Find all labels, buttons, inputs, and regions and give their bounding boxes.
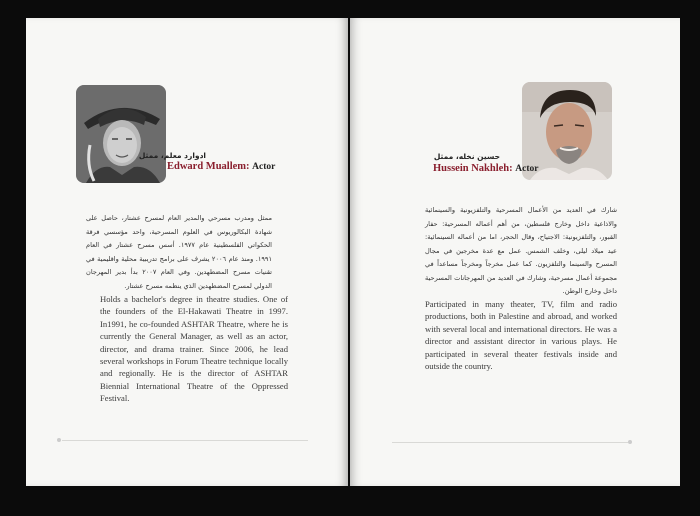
role-en-hussein: Actor [515,164,539,174]
english-bio-hussein: Participated in many theater, TV, film and radio productions, both in Palestine and abroad, and worked with several local and international directors. He was a director and assistant director in various plays. He participated in several theater festivals inside and outside the country. [425,299,617,372]
person-portrait-icon [76,85,166,183]
arabic-bio-hussein: شارك في العديد من الأعمال المسرحية والتلفزيونية والسينمائية والاذاعية داخل وخارج فلسطين، من أهم أعماله المسرحية: حفار القبور، والتلفزيونية: الاجتياح، وقال الحجر، اما من أعماله السينمائية: عيد ميلاد ليلى، وخلف الشمس. عمل مع عدة مخرجين في مجال المسرح والسينما والتلفزيون. كما عمل مخرجاً ومخرجاً مساعداً في مجموعة أعمال مسرحية، وشارك في العديد من المهرجانات المسرحية داخل وخارج الوطن. [425,206,617,295]
name-en-edward: Edward Muallem: [167,161,250,172]
portrait-photo-edward [76,85,166,183]
arabic-name-edward: ادوارد معلم، ممثل [138,151,206,160]
left-page [26,18,348,486]
name-hussein [433,163,539,174]
name-en-hussein: Hussein Nakhleh: [433,163,513,174]
arabic-bio-edward: ممثل ومدرب مسرحي والمدير العام لمسرح عشتار، حاصل على شهادة البكالوريوس في العلوم المسرحية، واحد مؤسسي فرقة الحكواتي الفلسطينية عام ١٩٧٧. أسس مسرح عشتار في العام ١٩٩١. ومنذ عام ٢٠٠٦ يشرف على برامج تدريبية محلية واقليمية في تقنيات مسرح المضطهدين. وفي العام ٢٠٠٧ بدأ بدير المهرجان الدولي لمسرح المضطهدين الذي ينظمه مسرح عشتار. [86,214,272,290]
footer-rule-right [392,442,628,443]
arabic-name-hussein: حسين نخله، ممثل [433,152,500,161]
page-marker-right [628,440,632,444]
page-marker-left [57,438,61,442]
english-bio-edward: Holds a bachelor's degree in theatre studies. One of the founders of the El-Hakawati Theatre in 1997. In1991, he co-founded ASHTAR Theatre, where he is currently the General Manager, as well as an actor, director, and drama trainer. Since 2006, he lead several workshops in Forum Theatre technique locally and regionally. He is the director of ASHTAR Biennial International Theatre of the Oppressed Festival. [100,294,288,404]
right-page [350,18,680,486]
footer-rule-left [62,440,308,441]
name-edward [167,161,275,172]
role-en-edward: Actor [252,162,276,172]
